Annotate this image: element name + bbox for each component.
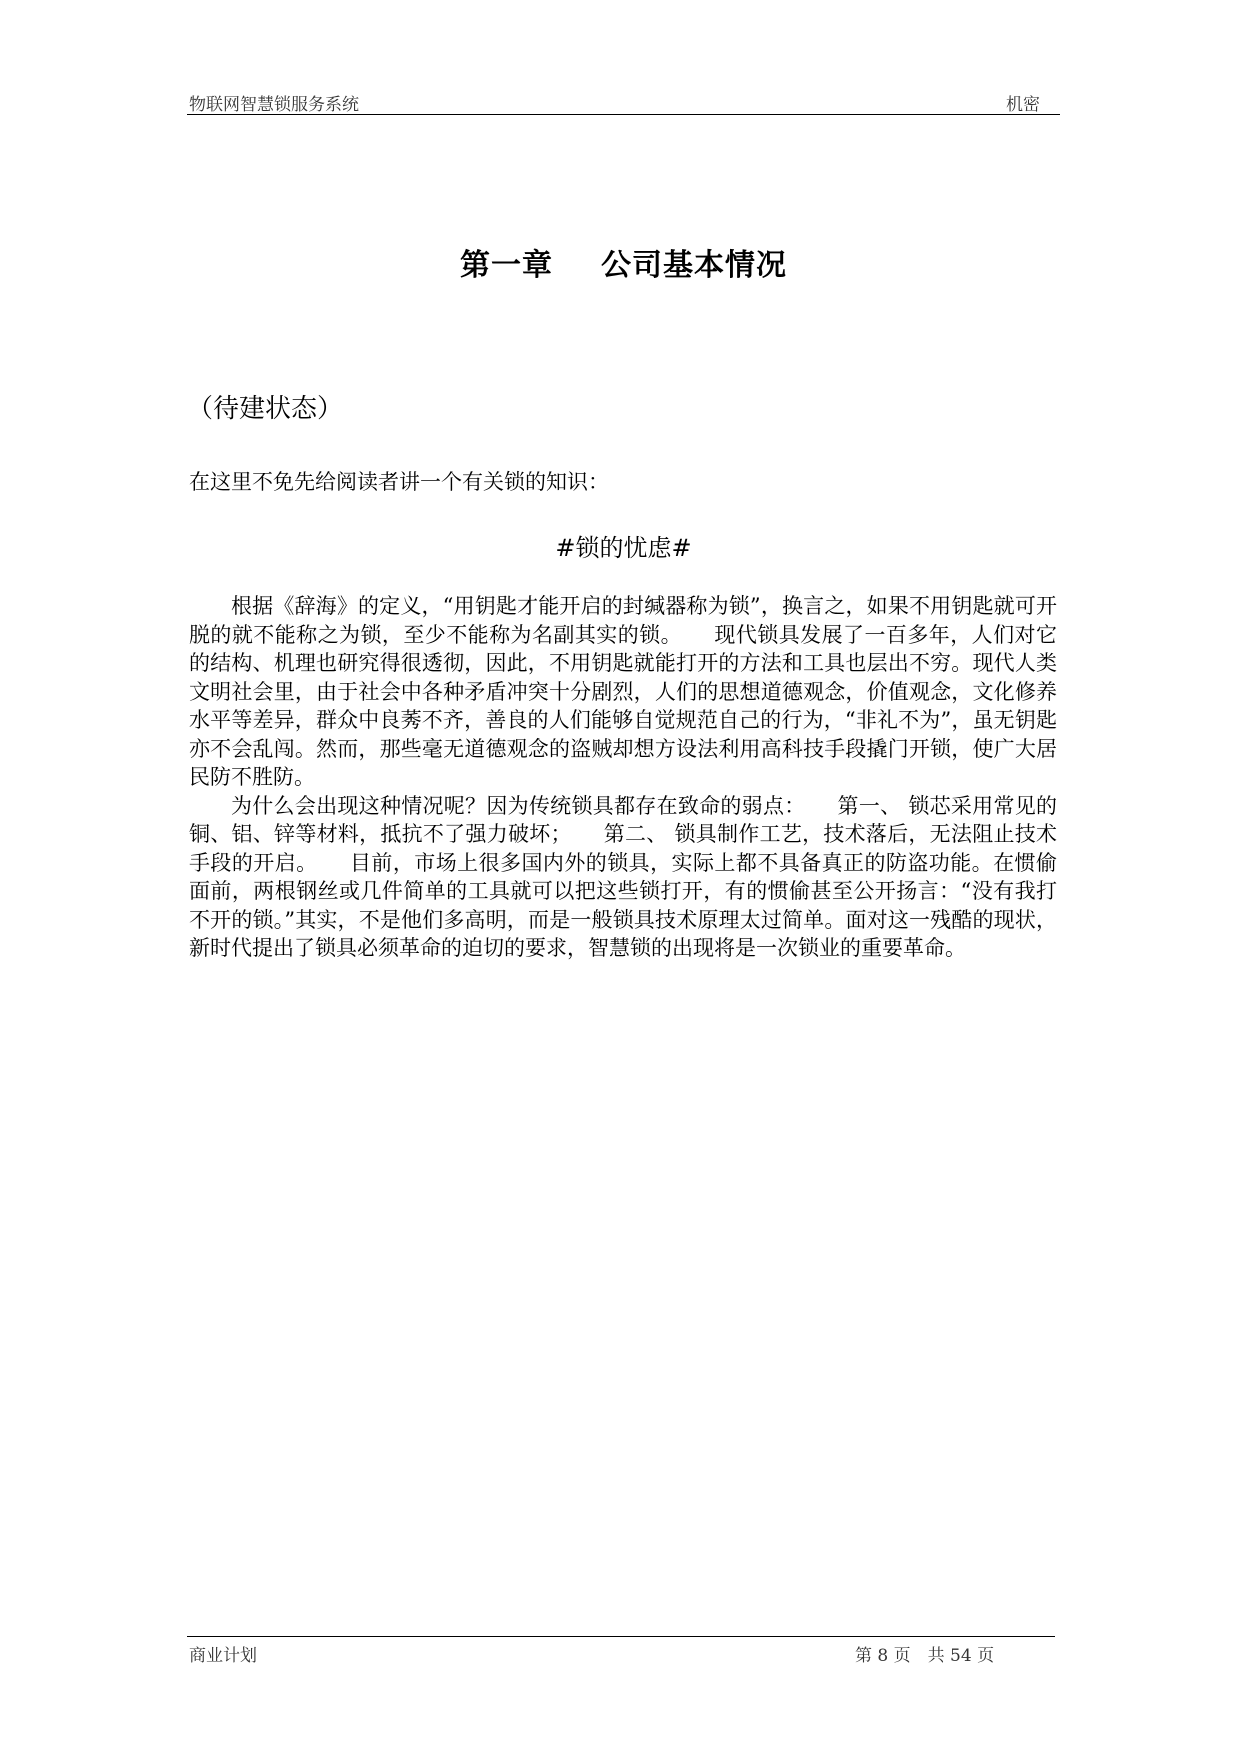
body-text [189,592,1057,963]
header-confidential-label: 机密 [1006,95,1040,115]
page-footer [187,1636,1055,1666]
footer-document-type: 商业计划 [189,1646,257,1666]
chapter-number: 第一章 [460,248,553,283]
intro-line: 在这里不免先给阅读者讲一个有关锁的知识： [189,470,609,494]
chapter-title [187,240,1060,284]
chapter-name: 公司基本情况 [601,248,787,283]
paragraph: 根据《辞海》的定义，“用钥匙才能开启的封缄器称为锁”，换言之，如果不用钥匙就可开脱的就不能称之为锁，至少不能称为名副其实的锁。 现代锁具发展了一百多年，人们对它的结构、机理也研究得很透彻，因此，不用钥匙就能打开的方法和工具也层出不穷。现代人类文明社会里，由于社会中各种矛盾冲突十分剧烈，人们的思想道德观念，价值观念，文化修养水平等差异，群众中良莠不齐，善良的人们能够自觉规范自己的行为，“非礼不为”，虽无钥匙亦不会乱闯。然而，那些毫无道德观念的盗贼却想方设法利用高科技手段撬门开锁，使广大居民防不胜防。 [189,594,1057,789]
status-note: （待建状态） [187,394,344,424]
section-title: #锁的忧虑# [555,534,692,562]
footer-page-number: 第 8 页 共 54 页 [855,1646,995,1666]
paragraph: 为什么会出现这种情况呢？因为传统锁具都存在致命的弱点： 第一、 锁芯采用常见的铜、铝、锌等材料，抵抗不了强力破坏； 第二、 锁具制作工艺，技术落后，无法阻止技术手段的开启。 目前，市场上很多国内外的锁具，实际上都不具备真正的防盗功能。在惯偷面前，两根钢丝或几件简单的工具就可以把这些锁打开，有的惯偷甚至公开扬言：“没有我打不开的锁。”其实，不是他们多高明，而是一般锁具技术原理太过简单。面对这一残酷的现状，新时代提出了锁具必须革命的迫切的要求，智慧锁的出现将是一次锁业的重要革命。 [189,793,1057,960]
page-header [187,88,1060,115]
header-document-name: 物联网智慧锁服务系统 [189,95,359,115]
